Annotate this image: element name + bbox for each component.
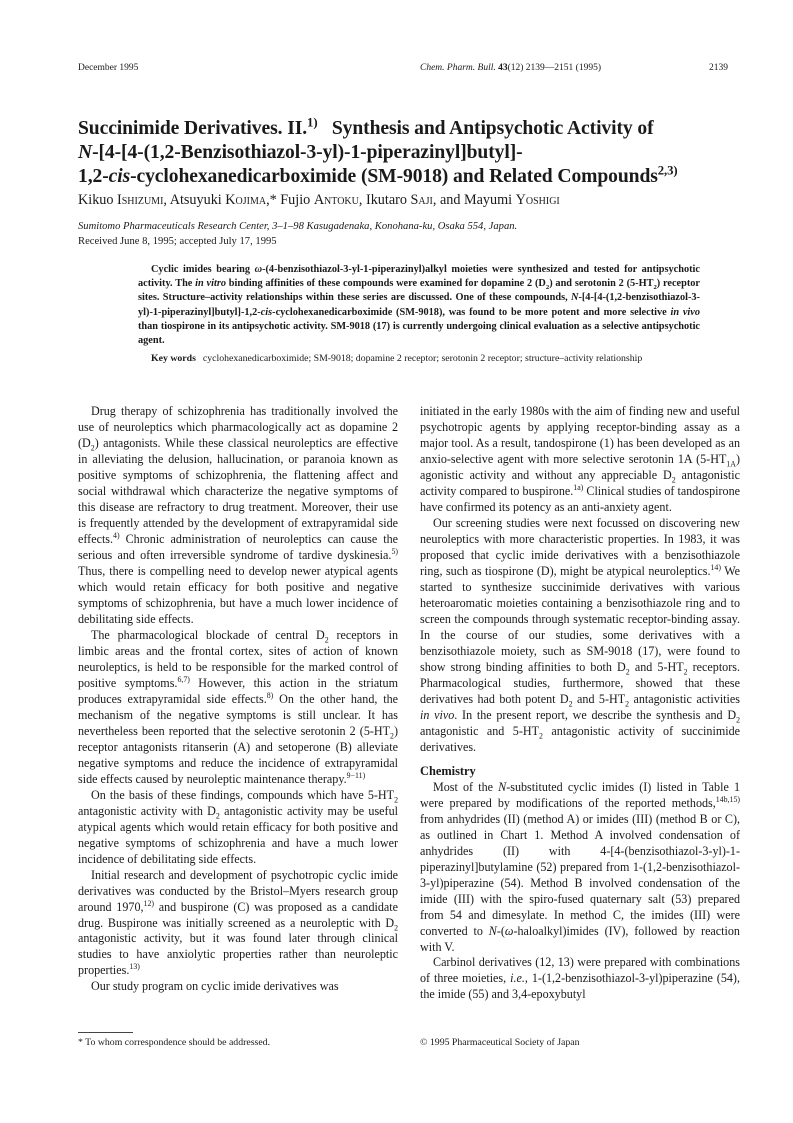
abstract: Cyclic imides bearing ω-(4-benzisothiazol-3-yl-1-piperazinyl)alkyl moieties were synthesized and tested for antipsychotic activity. The in vitro binding affinities of these compounds were examined for dopamine 2 $(D_2)$ and serotonin 2 $(5-HT_2)$ receptor sites. Structure–activity relationships within these series are discussed. One of these compounds, N-[4-[4-(1,2-benzisothiazol-3-yl)-1-piperazinyl]butyl]-1,2-cis-cyclohexanedicarboximide (SM-9018), was found to be more potent and more selective in vivo than tiospirone in its antipsychotic activity. SM-9018 (17) is currently undergoing clinical evaluation as a selective antipsychotic agent. xyxy=(138,264,700,347)
keywords: Key words cyclohexanedicarboximide; SM-9018; dopamine 2 receptor; serotonin 2 receptor; structure–activity relationship xyxy=(151,353,643,364)
author-list: Kikuo Ishizumi, Atsuyuki Kojima,* Fujio Antoku, Ikutaro Saji, and Mayumi Yoshigi xyxy=(78,192,560,208)
footnote-divider xyxy=(78,1032,133,1033)
affiliation: Sumitomo Pharmaceuticals Research Center, 3–1–98 Kasugadenaka, Konohana-ku, Osaka 554, Japan. xyxy=(78,221,518,232)
paragraph: Initial research and development of psychotropic cyclic imide derivatives was conducted by the Bristol–Myers research group around 1970,$^{12)}$ and buspirone (C) was proposed as a candidate drug. Buspirone was initially screened as a neuroleptic with $D_2$ antagonistic activity, but it was found later through clinical studies to have anxiolytic properties rather than neuroleptic properties.$^{13)}$ xyxy=(78,867,398,978)
paragraph: On the basis of these findings, compounds which have $5-HT_2$ antagonistic activity with $D_2$ antagonistic activity may be useful atypical agents which would retain efficacy for both positive and negative symptoms of schizophrenia and have a much lower incidence of debilitating side effects. xyxy=(78,787,398,866)
title-line-2: N-[4-[4-(1,2-Benzisothiazol-3-yl)-1-piperazinyl]butyl]- xyxy=(78,142,523,163)
body-column-left xyxy=(78,404,398,995)
paragraph: Our study program on cyclic imide derivatives was xyxy=(91,979,339,994)
paragraph: Most of the N-substituted cyclic imides (I) listed in Table 1 were prepared by modifications of the reported methods,$^{14b,15)}$ from anhydrides (II) (method A) or imides (III) (method B or C), as outlined in Chart 1. Method A involved condensation of anhydrides (II) with 4-[4-(benzisothiazol-3-yl)-1-piperazinyl]butylamine (52) prepared from 1-(1,2-benzisothiazol-3-yl)piperazine (54). Method B involved condensation of the imide (III) with the spiro-fused quaternary salt (53) prepared from 54 and dimesylate. In method C, the imides (III) were converted to N-(ω-haloalkyl)imides (IV), followed by reaction with V. xyxy=(420,779,740,954)
section-heading-chemistry: Chemistry xyxy=(420,763,476,778)
header-date: December 1995 xyxy=(78,63,139,73)
title-line-1: Succinimide Derivatives. II.$^{1)}$ Synthesis and Antipsychotic Activity of xyxy=(78,115,654,139)
header-page-number: 2139 xyxy=(709,63,728,73)
paragraph: The pharmacological blockade of central $D_2$ receptors in limbic areas and the frontal cortex, sites of action of known neuroleptics, is held to be responsible for the marked control of positive symptoms.$^{6,7)}$ However, this action in the striatum produces extrapyramidal side effects.$^{8)}$ On the other hand, the mechanism of the negative symptoms is still unclear. It has nevertheless been reported that the selective serotonin 2 $(5-HT_2)$ receptor antagonists ritanserin (A) and setoperone (B) alleviate negative symptoms and reduce the incidence of extrapyramidal side effects caused by neuroleptic maintenance therapy.$^{9-11)}$ xyxy=(78,627,398,786)
copyright-notice: © 1995 Pharmaceutical Society of Japan xyxy=(420,1037,580,1048)
paragraph: Drug therapy of schizophrenia has traditionally involved the use of neuroleptics which pharmacologically act as dopamine 2 $(D_2)$ antagonists. While these classical neuroleptics are effective in alleviating the delusion, hallucination, or paranoia known as positive symptoms of schizophrenia, the flattening affect and social withdrawal which characterize the negative symptoms of this disease are refractory to drug treatment. Moreover, their use is frequently attended by the development of extrapyramidal side effects.$^{4)}$ Chronic administration of neuroleptics can cause the serious and often irreversible syndrome of tardive dyskinesia.$^{5)}$ Thus, there is compelling need to develop newer atypical agents which would retain efficacy for both positive and negative symptoms of schizophrenia, but have a much lower incidence of debilitating side effects. xyxy=(78,404,398,626)
paragraph: initiated in the early 1980s with the aim of finding new and useful psychotropic agents by applying receptor-binding assay as a major tool. As a result, tandospirone (1) has been developed as an anxio-selective agent with more selective serotonin 1A $(5-HT_{1A})$ agonistic activity and without any appreciable $D_2$ antagonistic activity compared to buspirone.$^{1a)}$ Clinical studies of tandospirone have confirmed its potency as an anti-anxiety agent. xyxy=(420,404,740,514)
paragraph: Our screening studies were next focussed on discovering new neuroleptics with more characteristic properties. In 1983, it was proposed that cyclic imide derivatives with a benzisothiazole ring, such as tiospirone (D), might be atypical neuroleptics.$^{14)}$ We started to synthesize succinimide derivatives with various heteroaromatic moieties containing a benzisothiazole ring and to screen the compounds through systematic receptor-binding assay. In the course of our studies, some derivatives with a benzisothiazole moiety, such as SM-9018 (17), were found to show strong binding affinities to both $D_2$ and $5-HT_2$ receptors. Pharmacological studies, furthermore, showed that these derivatives had both potent $D_2$ and $5-HT_2$ antagonistic activities in vivo. In the present report, we describe the synthesis and $D_2$ antagonistic and $5-HT_2$ antagonistic activity of succinimide derivatives. xyxy=(420,515,741,754)
header-journal-citation: Chem. Pharm. Bull. 43(12) 2139—2151 (1995) xyxy=(420,63,602,73)
received-dates: Received June 8, 1995; accepted July 17, 1995 xyxy=(78,236,277,247)
footnote-correspondence: * To whom correspondence should be addressed. xyxy=(78,1037,271,1048)
article-title xyxy=(78,117,738,189)
title-line-3: 1,2-cis-cyclohexanedicarboximide (SM-9018) and Related Compounds$^{2,3)}$ xyxy=(78,163,678,187)
paragraph: Carbinol derivatives (12, 13) were prepared with combinations of three moieties, i.e., 1-(1,2-benzisothiazol-3-yl)piperazine (54), the imide (55) and 3,4-epoxybutyl xyxy=(420,955,740,1002)
body-column-right xyxy=(420,404,740,1003)
